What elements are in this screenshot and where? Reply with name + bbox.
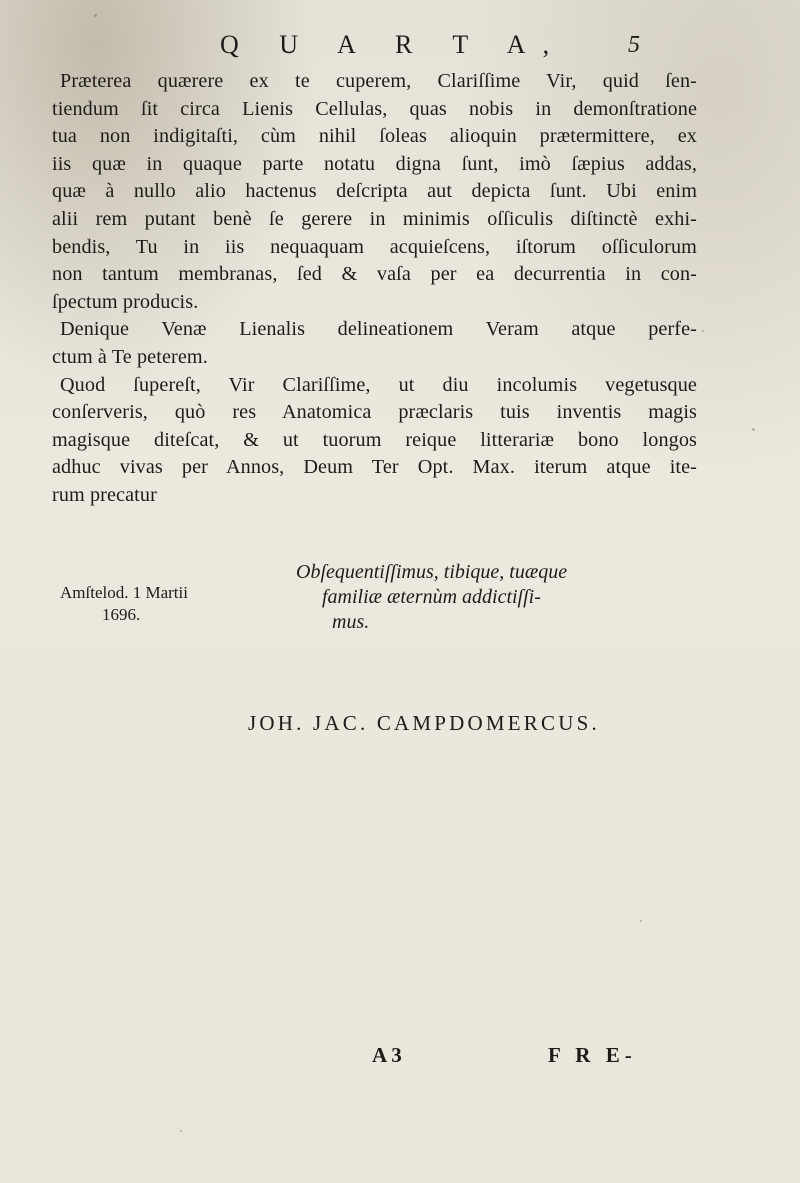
place-and-date <box>60 582 190 626</box>
text-line: Denique Venæ Lienalis delineationem Veram atque perfe- <box>60 318 697 341</box>
running-title: Q U A R T A, <box>220 30 567 59</box>
paragraph-3 <box>52 372 697 510</box>
valediction-line: mus. <box>332 611 370 633</box>
paragraph-2 <box>52 316 697 371</box>
page-number: 5 <box>628 32 640 58</box>
text-line: ctum à Te peterem. <box>52 345 208 368</box>
signature-mark: A 3 <box>372 1043 402 1067</box>
text-line: Præterea quærere ex te cuperem, Clariſſime Vir, quid ſen- <box>60 70 697 92</box>
valediction <box>296 560 716 635</box>
text-line: alii rem putant benè ſe gerere in minimis oſſiculis diſtinctè exhi- <box>52 207 697 230</box>
text-line: Quod ſupereſt, Vir Clariſſime, ut diu incolumis vegetusque <box>60 373 697 396</box>
text-line: tua non indigitaſti, cùm nihil ſoleas alioquin prætermittere, ex <box>52 125 697 148</box>
page-footer <box>0 1043 800 1073</box>
text-line: ſpectum producis. <box>52 290 199 313</box>
text-line: magisque diteſcat, & ut tuorum reique litterariæ bono longos <box>52 428 697 451</box>
paragraph-1 <box>52 68 697 316</box>
letter-closing <box>0 561 800 662</box>
text-line: conſerveris, quò res Anatomica præclaris tuis inventis magis <box>52 401 697 424</box>
text-line: rum precatur <box>52 483 157 506</box>
text-line: adhuc vivas per Annos, Deum Ter Opt. Max. iterum atque ite- <box>52 456 697 479</box>
letter-body <box>52 68 697 510</box>
place: Amſtelod. 1 Martii <box>60 583 188 602</box>
date: 1696. <box>102 605 141 624</box>
catchword: F R E- <box>548 1043 637 1067</box>
text-line: bendis, Tu in iis nequaquam acquieſcens, iſtorum oſſiculorum <box>52 235 697 258</box>
text-line: tiendum ſit circa Lienis Cellulas, quas nobis in demonſtratione <box>52 97 697 120</box>
running-head <box>0 28 800 68</box>
author-signature: JOH. JAC. CAMPDOMERCUS. <box>248 711 600 735</box>
text-line: quæ à nullo alio hactenus deſcripta aut depicta ſunt. Ubi enim <box>52 180 697 203</box>
text-line: iis quæ in quaque parte notatu digna ſunt, imò ſæpius addas, <box>52 152 697 175</box>
text-line: non tantum membranas, ſed & vaſa per ea decurrentia in con- <box>52 263 697 286</box>
valediction-line: Obſequentiſſimus, tibique, tuæque <box>296 561 568 583</box>
valediction-line: familiæ æternùm addictiſſi- <box>322 586 541 608</box>
